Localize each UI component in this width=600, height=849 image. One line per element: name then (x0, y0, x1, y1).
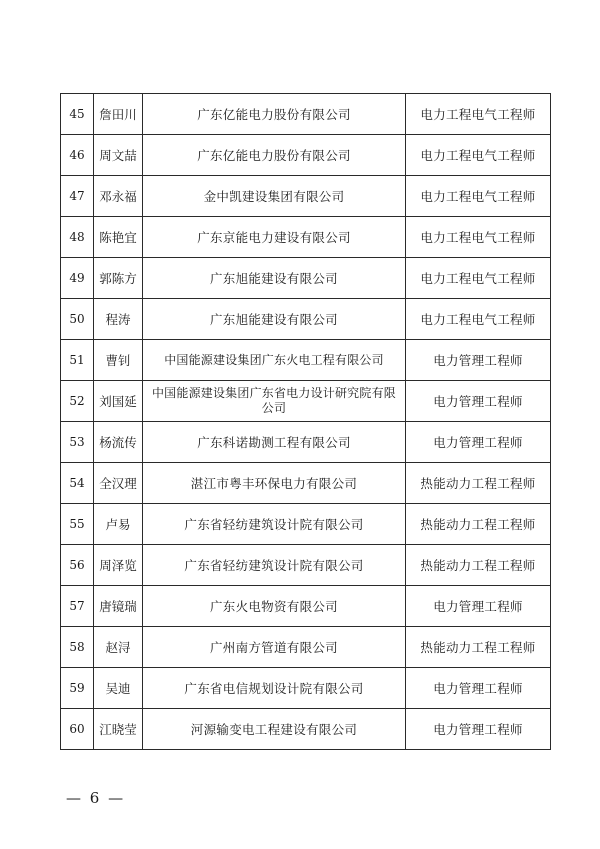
professional-title: 电力工程电气工程师 (406, 258, 551, 299)
company-name: 广东科诺勘测工程有限公司 (143, 422, 406, 463)
table-row (61, 545, 551, 586)
table-row (61, 463, 551, 504)
company-name: 金中凯建设集团有限公司 (143, 176, 406, 217)
person-name: 詹田川 (94, 94, 143, 135)
row-number: 47 (61, 176, 94, 217)
company-name: 广东省轻纺建筑设计院有限公司 (143, 504, 406, 545)
row-number: 56 (61, 545, 94, 586)
row-number: 60 (61, 709, 94, 750)
person-name: 吴迪 (94, 668, 143, 709)
row-number: 58 (61, 627, 94, 668)
professional-title: 热能动力工程工程师 (406, 545, 551, 586)
person-name: 周文喆 (94, 135, 143, 176)
person-name: 郭陈方 (94, 258, 143, 299)
professional-title: 热能动力工程工程师 (406, 627, 551, 668)
company-name: 广东旭能建设有限公司 (143, 258, 406, 299)
row-number: 48 (61, 217, 94, 258)
page-number: — 6 — (66, 789, 126, 807)
table-row (61, 422, 551, 463)
person-name: 唐镜瑞 (94, 586, 143, 627)
table-row (61, 709, 551, 750)
company-name: 广东亿能电力股份有限公司 (143, 135, 406, 176)
person-name: 卢易 (94, 504, 143, 545)
company-name: 广东省轻纺建筑设计院有限公司 (143, 545, 406, 586)
row-number: 49 (61, 258, 94, 299)
table-row (61, 340, 551, 381)
table-row (61, 299, 551, 340)
row-number: 50 (61, 299, 94, 340)
roster-table (60, 93, 551, 750)
person-name: 刘国延 (94, 381, 143, 422)
row-number: 52 (61, 381, 94, 422)
table-row (61, 94, 551, 135)
professional-title: 电力管理工程师 (406, 709, 551, 750)
person-name: 赵浔 (94, 627, 143, 668)
company-name: 广东火电物资有限公司 (143, 586, 406, 627)
table-row (61, 586, 551, 627)
professional-title: 电力管理工程师 (406, 381, 551, 422)
professional-title: 电力工程电气工程师 (406, 94, 551, 135)
table-row (61, 258, 551, 299)
table-row (61, 217, 551, 258)
company-name: 中国能源建设集团广东火电工程有限公司 (143, 340, 406, 381)
row-number: 45 (61, 94, 94, 135)
person-name: 杨流传 (94, 422, 143, 463)
professional-title: 热能动力工程工程师 (406, 463, 551, 504)
row-number: 46 (61, 135, 94, 176)
row-number: 59 (61, 668, 94, 709)
person-name: 江晓莹 (94, 709, 143, 750)
person-name: 邓永福 (94, 176, 143, 217)
professional-title: 电力管理工程师 (406, 586, 551, 627)
company-name: 广州南方管道有限公司 (143, 627, 406, 668)
row-number: 57 (61, 586, 94, 627)
row-number: 54 (61, 463, 94, 504)
table-row (61, 135, 551, 176)
company-name: 广东省电信规划设计院有限公司 (143, 668, 406, 709)
row-number: 51 (61, 340, 94, 381)
company-name: 中国能源建设集团广东省电力设计研究院有限公司 (143, 381, 406, 422)
company-name: 广东旭能建设有限公司 (143, 299, 406, 340)
company-name: 河源输变电工程建设有限公司 (143, 709, 406, 750)
row-number: 55 (61, 504, 94, 545)
person-name: 全汉理 (94, 463, 143, 504)
person-name: 曹钊 (94, 340, 143, 381)
table-row (61, 668, 551, 709)
company-name: 湛江市粤丰环保电力有限公司 (143, 463, 406, 504)
company-name: 广东京能电力建设有限公司 (143, 217, 406, 258)
person-name: 陈艳宜 (94, 217, 143, 258)
company-name: 广东亿能电力股份有限公司 (143, 94, 406, 135)
professional-title: 电力管理工程师 (406, 422, 551, 463)
person-name: 周泽览 (94, 545, 143, 586)
row-number: 53 (61, 422, 94, 463)
professional-title: 电力工程电气工程师 (406, 135, 551, 176)
table-row (61, 504, 551, 545)
professional-title: 电力工程电气工程师 (406, 176, 551, 217)
professional-title: 电力工程电气工程师 (406, 217, 551, 258)
professional-title: 电力工程电气工程师 (406, 299, 551, 340)
professional-title: 电力管理工程师 (406, 340, 551, 381)
professional-title: 电力管理工程师 (406, 668, 551, 709)
table-row (61, 627, 551, 668)
table-row (61, 176, 551, 217)
person-name: 程涛 (94, 299, 143, 340)
table-row (61, 381, 551, 422)
professional-title: 热能动力工程工程师 (406, 504, 551, 545)
